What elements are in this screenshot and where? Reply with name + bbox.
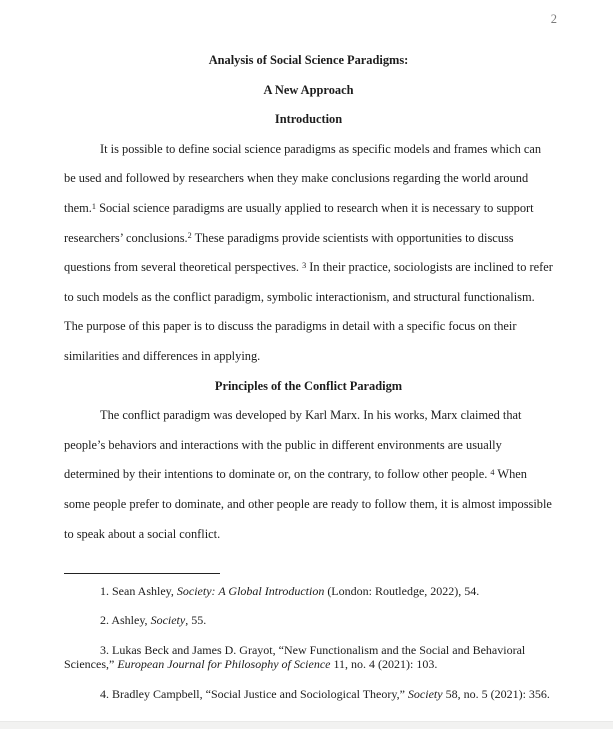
- footnote-4: [64, 687, 553, 702]
- italic-work-title: European Journal for Philosophy of Science: [117, 657, 331, 672]
- section-heading-conflict-paradigm: Principles of the Conflict Paradigm: [214, 378, 403, 393]
- document-content: [64, 46, 553, 549]
- text-run: (London: Routledge, 2022), 54.: [324, 584, 480, 598]
- text-run: 3. Lukas Beck and James D. Grayot, “New Functionalism and the Social and Behavioral Sciences,”: [64, 642, 526, 672]
- text-run: Social science paradigms are usually applied to research when it is necessary to support researchers’ conclusions.: [64, 200, 534, 245]
- text-run: 11, no. 4 (2021): 103.: [330, 657, 438, 672]
- paper-title-line-1: Analysis of Social Science Paradigms:: [208, 53, 409, 67]
- footnote-separator-line: [64, 573, 220, 574]
- footnote-ref-1: 1: [91, 201, 96, 211]
- footnote-2: [64, 613, 553, 628]
- footnotes-section: [64, 573, 553, 716]
- text-run: 1. Sean Ashley,: [100, 584, 177, 598]
- page-bottom-edge: [0, 721, 613, 729]
- footnote-ref-3: 3: [302, 260, 307, 270]
- italic-work-title: Society: [150, 613, 186, 628]
- paragraph-introduction: [64, 135, 553, 372]
- footnote-3: [64, 643, 553, 672]
- footnote-ref-2: 2: [187, 231, 192, 241]
- italic-work-title: Society: A Global Introduction: [176, 584, 325, 598]
- text-run: 4. Bradley Campbell, “Social Justice and Sociological Theory,”: [100, 686, 408, 701]
- text-run: When some people prefer to dominate, and other people are ready to follow them, it is almost impossible to speak about a social conflict.: [64, 467, 552, 541]
- text-run: In their practice, sociologists are inclined to refer to such models as the conflict paradigm, symbolic interactionism, and structural functionalism. The purpose of this paper is to discuss the paradigms in detail with a specific focus on their similarities and differences in applying.: [64, 260, 553, 363]
- paper-title-line-2: A New Approach: [263, 82, 354, 97]
- text-run: 58, no. 5 (2021): 356.: [442, 686, 550, 701]
- section-heading-introduction: Introduction: [274, 112, 343, 127]
- text-run: It is possible to define social science paradigms as specific models and frames which can be used and followed by researchers when they make conclusions regarding the world around them.: [64, 141, 542, 215]
- text-run: 2. Ashley,: [100, 613, 151, 628]
- footnote-ref-4: 4: [490, 467, 495, 477]
- page-number: 2: [550, 12, 557, 26]
- text-run: These paradigms provide scientists with opportunities to discuss questions from several theoretical perspectives.: [64, 230, 514, 275]
- text-run: , 55.: [185, 613, 207, 628]
- text-run: The conflict paradigm was developed by Karl Marx. In his works, Marx claimed that people’s behaviors and interactions with the public in different environments are usually determined by their intentions to dominate or, on the contrary, to follow other people.: [64, 408, 522, 482]
- paragraph-conflict-paradigm: [64, 401, 553, 549]
- footnote-1: [64, 584, 553, 599]
- italic-work-title: Society: [407, 686, 443, 701]
